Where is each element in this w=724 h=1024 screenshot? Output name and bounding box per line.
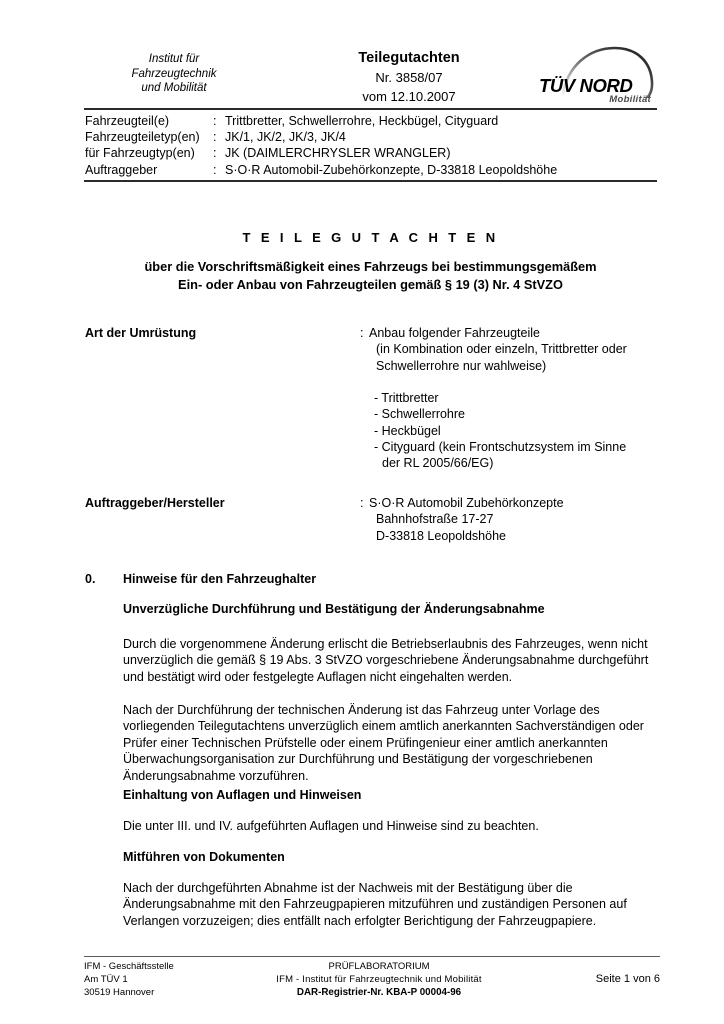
client-manufacturer-block <box>85 495 660 544</box>
vehicle-parts-table <box>85 113 660 178</box>
conversion-intro-1: Anbau folgender Fahrzeugteile <box>369 326 540 340</box>
header-title-block <box>284 48 534 106</box>
row-colon: : <box>213 146 217 161</box>
subheading-immediate-execution: Unverzügliche Durchführung und Bestätigung der Änderungsabnahme <box>123 602 545 616</box>
client-city: D-33818 Leopoldshöhe <box>376 528 506 543</box>
institute-line-2: Fahrzeugtechnik <box>131 67 217 80</box>
page-subtitle <box>84 258 657 293</box>
client-colon: : <box>360 496 364 510</box>
header-rule-top <box>84 108 657 110</box>
paragraph-documents: Nach der durchgeführten Abnahme ist der Nachweis mit der Bestätigung über die Änderungsabnahme mit den Fahrzeugpapieren mitzuführen und zuständigen Personen auf Verlangen vorzuzeigen; dies entfällt nach erfolgter Berichtigung der Fahrzeugpapiere. <box>123 881 627 928</box>
client-street: Bahnhofstraße 17-27 <box>376 512 494 527</box>
subtitle-line-2: Ein- oder Anbau von Fahrzeugteilen gemäß § 19 (3) Nr. 4 StVZO <box>178 276 563 292</box>
section-0-heading <box>85 572 660 586</box>
table-row <box>85 145 660 161</box>
footer-address-line-2: Am TÜV 1 <box>84 974 128 985</box>
conversion-type-block <box>85 325 660 472</box>
footer-lab-title: PRÜFLABORATORIUM <box>328 961 430 972</box>
table-row <box>85 129 660 145</box>
section-heading-row <box>85 572 660 586</box>
conversion-type-label: Art der Umrüstung <box>85 326 197 340</box>
institute-line-3: und Mobilität <box>141 82 207 94</box>
tuv-nord-logo <box>539 46 659 108</box>
header-rule-bottom <box>84 180 657 182</box>
list-item: - Cityguard (kein Frontschutzsystem im Sinne <box>374 440 627 455</box>
paragraph-inspection-procedure: Nach der Durchführung der technischen Änderung ist das Fahrzeug unter Vorlage des vorliegenden Teilegutachtens unverzüglich einem amtlich anerkannten Sachverständigen oder Prüfer einer Technischen Prüfstelle oder einem Prüfingenieur einer amtlich anerkannten Überwachungsorganisation zur Durchführung und Bestätigung der vorgeschriebenen Änderungsabnahme vorzuführen. <box>123 703 644 783</box>
row-label: Fahrzeugteil(e) <box>85 114 170 128</box>
row-colon: : <box>213 162 217 177</box>
spacer <box>369 374 660 390</box>
conversion-intro-2: (in Kombination oder einzeln, Trittbretter oder <box>376 342 627 357</box>
document-date: vom 12.10.2007 <box>362 89 456 104</box>
page-footer <box>84 960 660 1010</box>
row-value: Trittbretter, Schwellerrohre, Heckbügel, Cityguard <box>225 114 499 128</box>
footer-address-line-3: 30519 Hannover <box>84 987 155 998</box>
list-item: - Trittbretter <box>374 391 439 406</box>
logo-tagline: Mobilität <box>609 94 651 105</box>
footer-laboratory-info <box>214 960 544 999</box>
client-name: S·O·R Automobil Zubehörkonzepte <box>369 496 564 510</box>
paragraph-compliance: Die unter III. und IV. aufgeführten Auflagen und Hinweise sind zu beachten. <box>123 819 539 833</box>
section-title: Hinweise für den Fahrzeughalter <box>123 572 317 586</box>
institute-line-1: Institut für <box>148 53 200 65</box>
client-value <box>369 495 660 544</box>
page-title: T E I L E G U T A C H T E N <box>242 230 499 245</box>
list-item: - Heckbügel <box>374 423 441 438</box>
table-row <box>85 162 660 178</box>
conversion-intro-3: Schwellerrohre nur wahlweise) <box>376 358 547 373</box>
table-row <box>85 113 660 129</box>
subheading-documents: Mitführen von Dokumenten <box>123 850 285 864</box>
institute-name <box>84 52 264 96</box>
row-value: JK/1, JK/2, JK/3, JK/4 <box>225 130 346 145</box>
row-colon: : <box>213 114 217 128</box>
page-number: Seite 1 von 6 <box>595 973 660 985</box>
row-value: JK (DAIMLERCHRYSLER WRANGLER) <box>225 146 451 161</box>
footer-lab-name: IFM - Institut für Fahrzeugtechnik und Mobilität <box>276 974 482 985</box>
footer-rule <box>84 956 660 957</box>
conversion-type-colon: : <box>360 326 364 340</box>
list-item: - Schwellerrohre <box>374 407 466 422</box>
logo-wordmark: TÜV NORD <box>539 75 633 96</box>
footer-address <box>84 960 174 999</box>
document-number: Nr. 3858/07 <box>375 70 443 85</box>
client-row <box>85 495 660 544</box>
row-value: S·O·R Automobil-Zubehörkonzepte, D-33818 Leopoldshöhe <box>225 162 558 177</box>
footer-dar-registration: DAR-Registrier-Nr. KBA-P 00004-96 <box>296 987 462 998</box>
list-item-continuation: der RL 2005/66/EG) <box>382 456 494 471</box>
row-label: Fahrzeugteiletyp(en) <box>85 130 200 145</box>
row-label: Auftraggeber <box>85 162 158 177</box>
conversion-type-value <box>369 325 660 472</box>
document-header <box>84 48 657 104</box>
subheading-compliance: Einhaltung von Auflagen und Hinweisen <box>123 788 362 802</box>
document-title: Teilegutachten <box>358 50 460 66</box>
paragraph-operating-permit: Durch die vorgenommene Änderung erlischt die Betriebserlaubnis des Fahrzeuges, wenn nicht unverzüglich die gemäß § 19 Abs. 3 StVZO vorgeschriebene Änderungsabnahme durchgeführt und bestätigt wird oder festgelegte Auflagen nicht eingehalten werden. <box>123 637 649 684</box>
footer-address-line-1: IFM - Geschäftsstelle <box>84 961 174 972</box>
section-number: 0. <box>85 572 96 586</box>
subtitle-line-1: über die Vorschriftsmäßigkeit eines Fahrzeugs bei bestimmungsgemäßem <box>144 259 597 274</box>
conversion-type-row <box>85 325 660 472</box>
row-colon: : <box>213 130 217 145</box>
client-label: Auftraggeber/Hersteller <box>85 496 225 510</box>
row-label: für Fahrzeugtyp(en) <box>85 146 195 161</box>
